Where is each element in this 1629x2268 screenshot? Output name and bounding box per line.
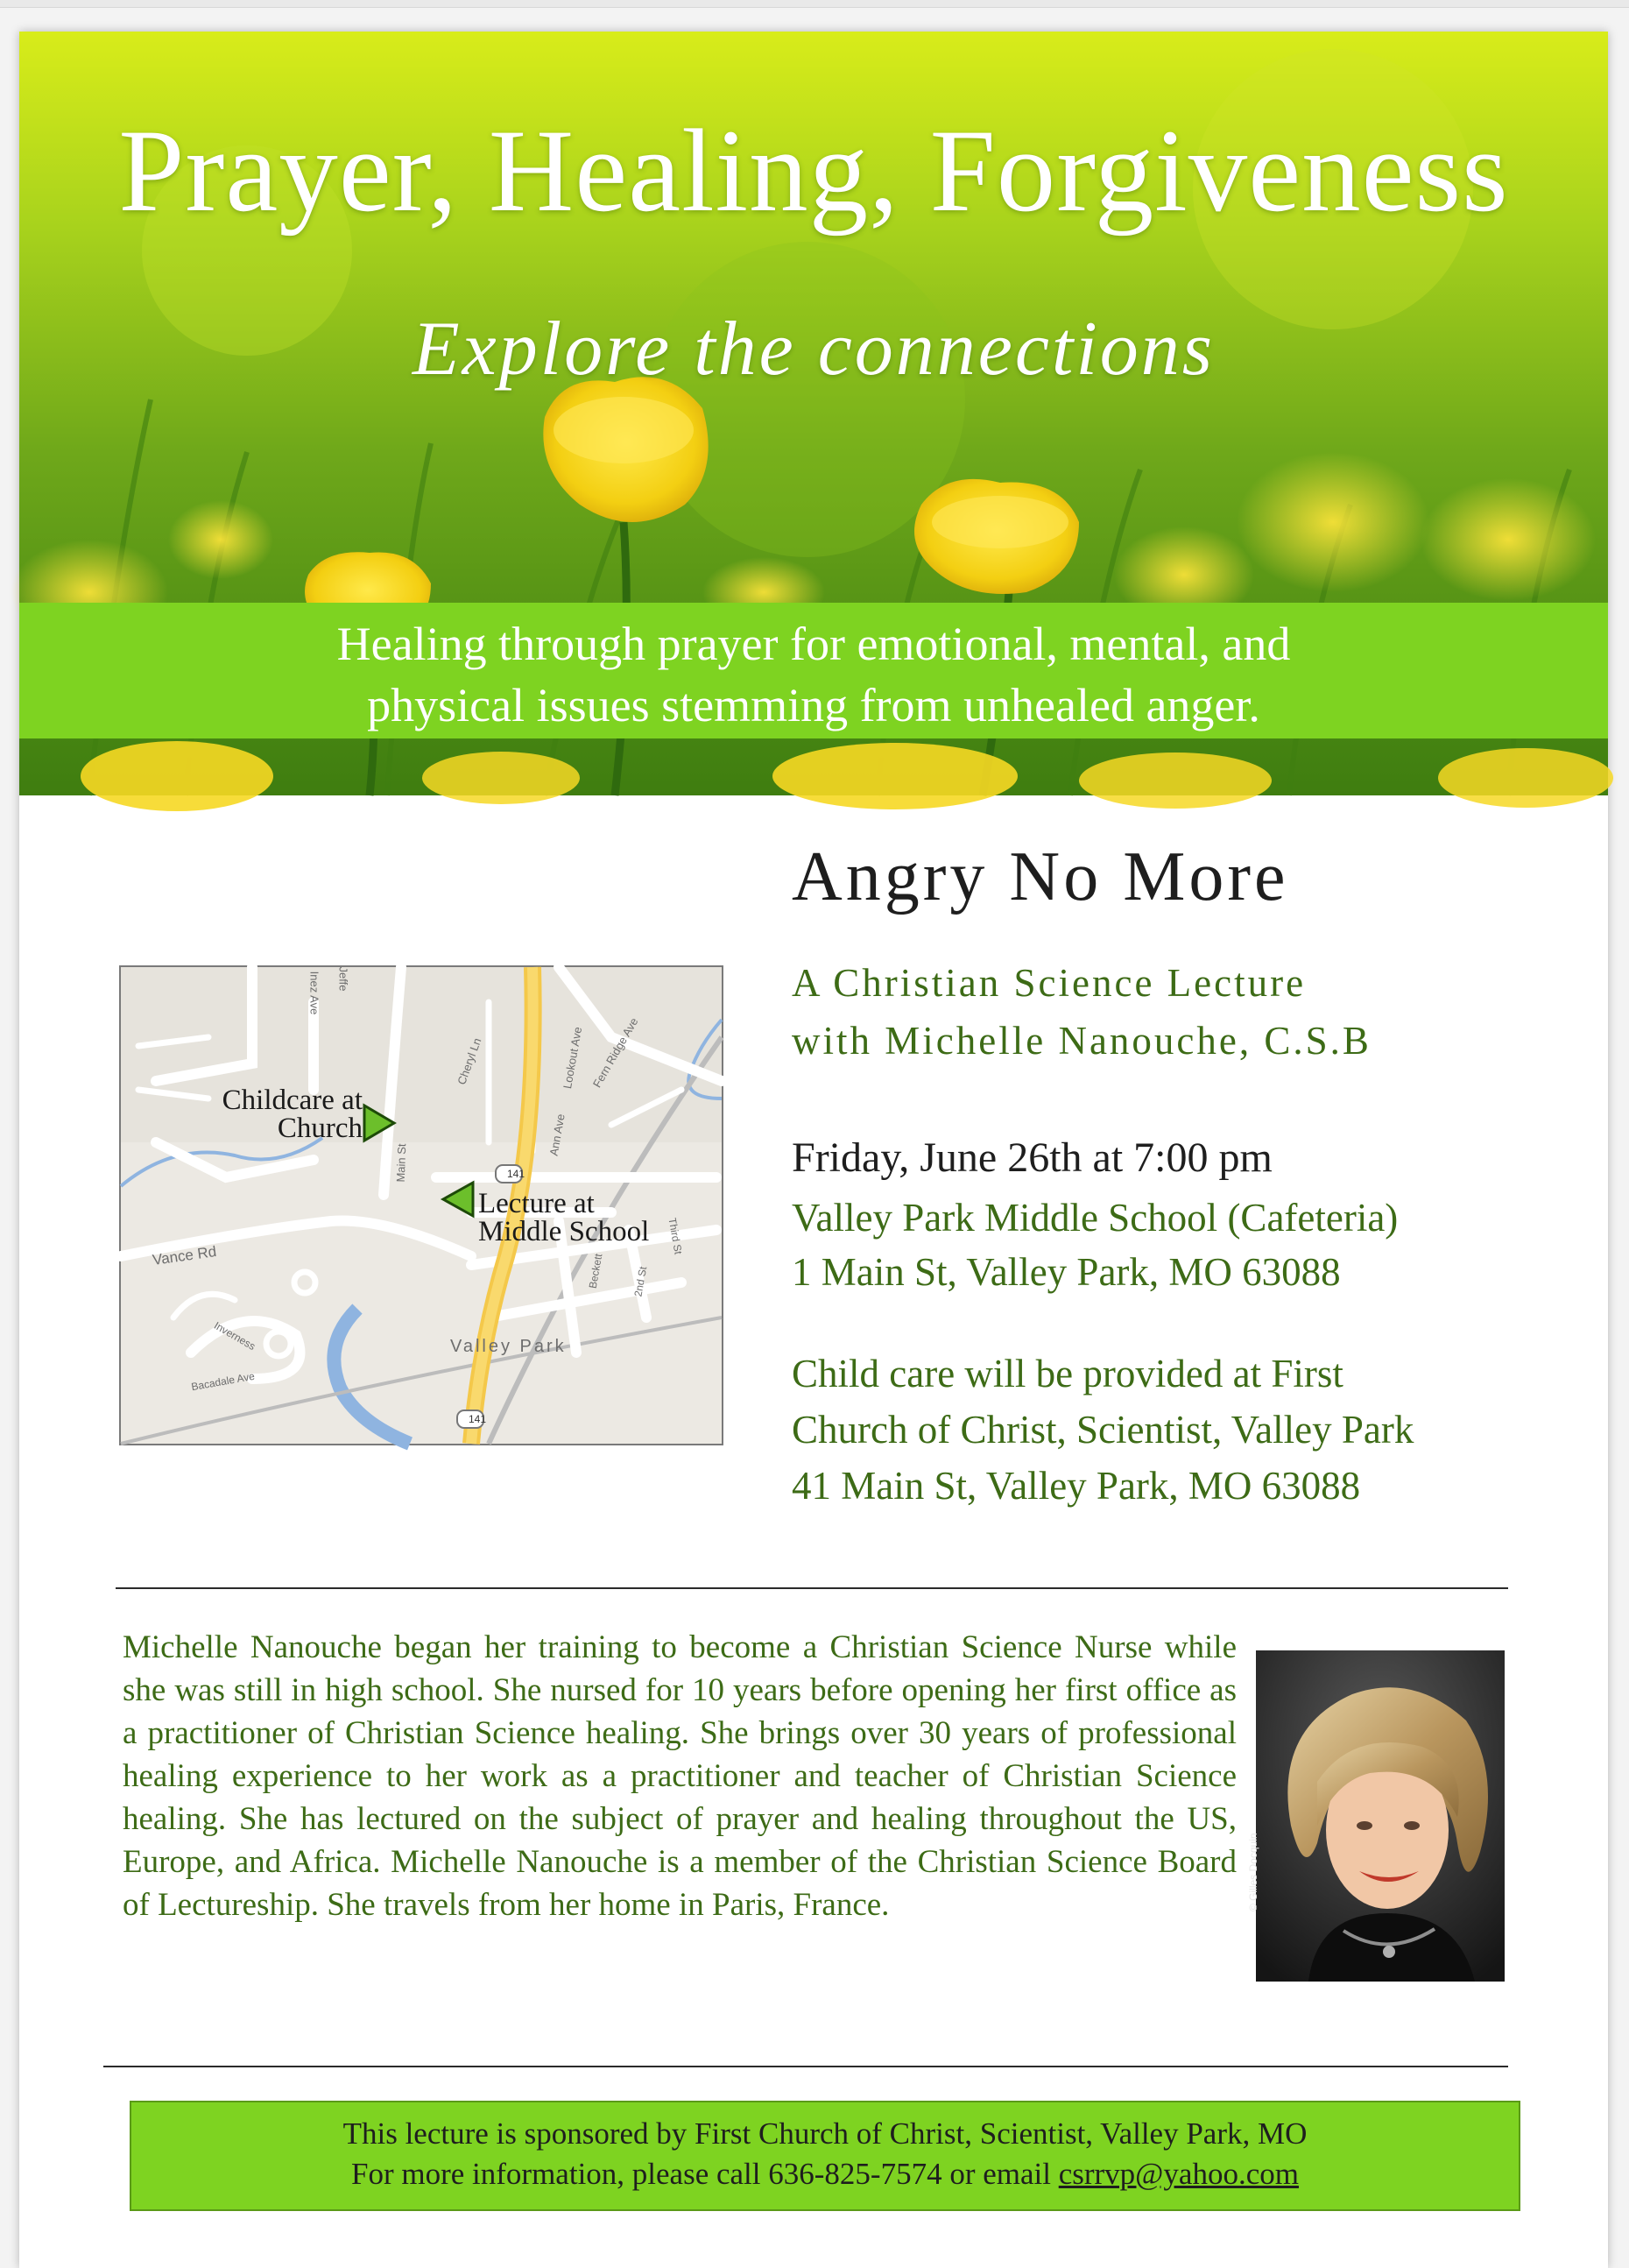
photo-credit: © Gilles Docquin <box>1247 1833 1259 1911</box>
section-divider <box>116 1587 1508 1589</box>
map-label-jeffe: Jeffe <box>336 966 350 992</box>
description-line-1: Healing through prayer for emotional, mental, and <box>336 618 1291 670</box>
event-venue-address: 1 Main St, Valley Park, MO 63088 <box>792 1250 1341 1294</box>
contact-phone-text: For more information, please call 636-825-7574 or email <box>351 2157 1059 2191</box>
map-label-2nd-st: 2nd St <box>631 1265 650 1298</box>
lecture-subtitle-line-1: A Christian Science Lecture <box>792 961 1307 1005</box>
poster-tagline: Explore the connections <box>412 307 1216 392</box>
childcare-callout-line-2: Church <box>277 1113 363 1144</box>
childcare-line-1: Child care will be provided at First <box>792 1352 1343 1395</box>
description-band <box>19 603 1608 738</box>
map-label-cheryl-ln: Cheryl Ln <box>455 1035 484 1087</box>
map-label-route-141-top: 141 <box>507 1168 525 1180</box>
speaker-bio: Michelle Nanouche began her training to become a Christian Science Nurse while she was still in high school. She nursed for 10 years before opening her first office as a practitioner of Christian Science healing. She brings over 30 years of professional healing experience to her work as a practitioner and teacher of Christian Science healing. She has lectured on the subject of prayer and healing throughout the US, Europe, and Africa. Michelle Nanouche is a member of the Christian Science Board of Lectureship. She travels from her home in Paris, France. <box>123 1629 1237 1923</box>
map-label-inverness: Inverness <box>211 1318 258 1353</box>
sponsor-footer <box>130 2101 1520 2211</box>
speaker-photo <box>1247 1650 1505 1982</box>
event-datetime: Friday, June 26th at 7:00 pm <box>792 1134 1273 1181</box>
childcare-line-2: Church of Christ, Scientist, Valley Park <box>792 1408 1414 1452</box>
map-label-main-st: Main St <box>393 1143 409 1183</box>
map-label-third-st: Third St <box>666 1217 685 1255</box>
map-label-route-141-bottom: 141 <box>469 1413 487 1425</box>
lecture-callout <box>478 1190 649 1246</box>
map-label-valley-park: Valley Park <box>450 1337 567 1356</box>
lecture-callout-line-1: Lecture at <box>478 1188 595 1219</box>
lecture-subtitle-line-2: with Michelle Nanouche, C.S.B <box>792 1019 1372 1063</box>
map-label-fern-ridge-ave: Fern Ridge Ave <box>589 1015 641 1090</box>
lecture-callout-line-2: Middle School <box>478 1216 650 1247</box>
map-label-lookout-ave: Lookout Ave <box>561 1026 585 1090</box>
contact-email-link[interactable]: csrrvp@yahoo.com <box>1058 2157 1299 2191</box>
location-map <box>119 965 723 1445</box>
childcare-line-3: 41 Main St, Valley Park, MO 63088 <box>792 1464 1361 1508</box>
childcare-callout <box>201 1086 363 1142</box>
map-label-vance-rd: Vance Rd <box>151 1242 218 1269</box>
lecture-title: Angry No More <box>792 838 1289 915</box>
sponsor-line: This lecture is sponsored by First Church of Christ, Scientist, Valley Park, MO <box>342 2116 1308 2151</box>
map-label-beckett: Beckett <box>586 1253 605 1289</box>
footer-divider <box>103 2066 1508 2067</box>
poster-title: Prayer, Healing, Forgiveness <box>118 106 1509 237</box>
flyer-page <box>19 32 1608 2268</box>
speaker-portrait <box>1256 1650 1505 1982</box>
window-top-edge <box>0 0 1629 8</box>
contact-line <box>131 2157 1519 2192</box>
childcare-callout-line-1: Childcare at <box>222 1085 363 1116</box>
map-label-bacadale-ave: Bacadale Ave <box>190 1369 256 1394</box>
map-label-inez-ave: Inez Ave <box>307 971 321 1015</box>
event-venue: Valley Park Middle School (Cafeteria) <box>792 1196 1399 1240</box>
description-line-2: physical issues stemming from unhealed anger. <box>367 679 1260 731</box>
map-label-ann-ave: Ann Ave <box>547 1113 568 1157</box>
hero-banner <box>19 32 1608 795</box>
